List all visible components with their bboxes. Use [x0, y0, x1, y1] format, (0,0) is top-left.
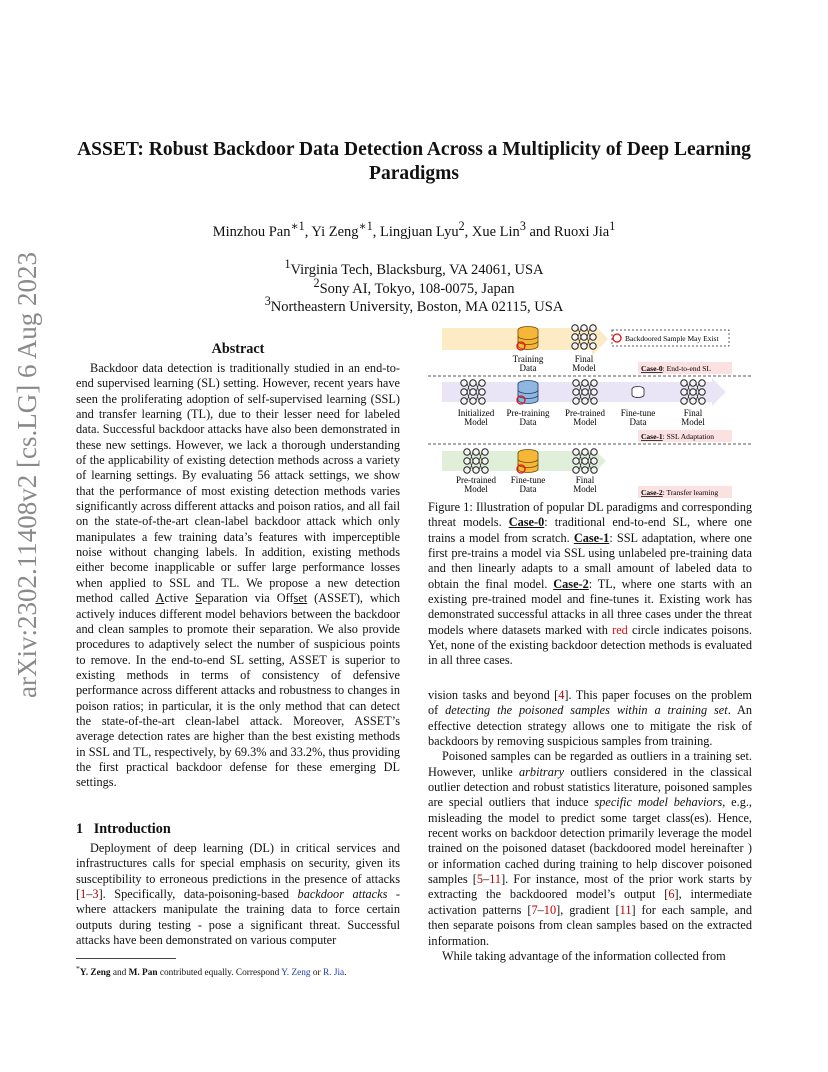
final-model-network-icon — [572, 325, 596, 349]
label-initialized-model: Model — [464, 417, 488, 427]
paper-title — [40, 138, 788, 186]
footnote-bold: Y. Zeng — [79, 968, 111, 979]
citation-link[interactable]: 11 — [619, 902, 632, 917]
separator: , — [464, 223, 472, 240]
abstract-text: ctive — [164, 591, 196, 606]
figure-1-caption — [428, 500, 752, 669]
abstract-paragraph — [76, 361, 400, 791]
body-text: ] for each sample, and then separate poisons from clean samples based on the extracted information. — [428, 902, 753, 948]
caption-text: : SSL adaptation, where one first pre-trains a model via SSL using unlabeled pre-training data and then linearly adapts to a small amount of labeled data to obtain the final model. — [428, 530, 752, 591]
affil-text: Sony AI, Tokyo, 108-0075, Japan — [319, 280, 515, 297]
label-initialized-model: Initialized — [457, 408, 495, 418]
footnote-text: or — [310, 968, 323, 979]
body-text: ], gradient [ — [556, 902, 620, 917]
footnote-bold: M. Pan — [128, 968, 158, 979]
separator: , — [304, 223, 312, 240]
separator: and — [525, 223, 555, 240]
caption-case-label: Case-0 — [508, 515, 545, 530]
body-paragraph — [428, 749, 752, 948]
abstract-text: (ASSET), which actively induces different model behaviors between the backdoor and clean samples to promote their separation. We also provide procedures to adaptively select the number of suspicious points to remove. In the end-to-end SL setting, ASSET is superior to existing methods in terms of consistency of defensive performance across different attacks and robustness to changes in poison ratios; in particular, it is the only method that can detect the state-of-the-art clean-label attack. Moreover, ASSET’s average detection rates are higher than the best existing methods in SSL and TL, respectively, by 69.3% and 33.2%, thus providing the first practical backdoor defense for these emerging DL settings. — [76, 591, 400, 790]
email-link-zeng[interactable]: Y. Zeng — [281, 968, 311, 979]
affil-sup: 3 — [264, 294, 271, 308]
final-model-network-icon — [573, 449, 597, 473]
author-name: Yi Zeng — [311, 223, 359, 240]
body-text: – — [537, 902, 544, 917]
author-sup: ∗1 — [358, 219, 373, 233]
body-text: Poisoned samples can be regarded as outliers in a training set. However, unlike — [428, 749, 752, 779]
final-model-network-icon — [681, 380, 705, 404]
finetune-data-db-icon — [518, 450, 538, 473]
section-number: 1 — [76, 821, 84, 837]
label-final-model: Model — [681, 417, 705, 427]
arxiv-margin-stamp: arXiv:2302.11408v2 [cs.LG] 6 Aug 2023 — [12, 252, 42, 698]
abstract-text: eparation via — [202, 591, 277, 606]
footnote-rule — [76, 958, 176, 959]
title-line-2: Paradigms — [369, 163, 459, 184]
label-final-model: Final — [683, 408, 703, 418]
caption-text: circle indicates poisons. Yet, none of the existing backdoor detection methods is evaluated in all three cases. — [428, 622, 753, 668]
label-final-model: Final — [574, 354, 594, 364]
author-list — [40, 219, 788, 241]
intro-text: – — [86, 887, 93, 902]
label-training-data: Training — [512, 354, 544, 364]
separator: , — [372, 223, 381, 240]
section-heading-introduction — [76, 821, 171, 838]
footnote-text: . — [344, 968, 347, 979]
case2-label: Case-2: Transfer learning — [641, 488, 719, 497]
caption-text: Figure 1: Illustration of popular DL paradigms and corresponding threat models. — [428, 500, 752, 530]
introduction-body — [76, 841, 400, 948]
pretraining-data-db-icon — [518, 381, 538, 404]
intro-text: ]. Specifically, data-poisoning-based — [98, 887, 298, 902]
body-text: While taking advantage of the information collected from — [442, 948, 726, 963]
label-pretrained-model: Model — [464, 484, 488, 494]
label-pretrained-model: Pre-trained — [565, 408, 605, 418]
case0-label: Case-0: End-to-end SL — [641, 364, 711, 373]
intro-text: - where attackers manipulate the training data to force certain outputs during testing - pose a significant threat. Successful attacks have been demonstrated on various computer — [76, 887, 400, 948]
footnote-mark: * — [76, 964, 80, 973]
affiliation-3 — [40, 292, 788, 317]
author-sup: 3 — [519, 219, 526, 233]
acronym-letter: set — [293, 591, 308, 606]
acronym-letter: A — [155, 591, 165, 606]
affil-sup: 2 — [313, 276, 320, 290]
email-link-jia[interactable]: R. Jia — [322, 968, 345, 979]
citation-link[interactable]: 6 — [668, 887, 675, 902]
citation-link[interactable]: 3 — [92, 887, 99, 902]
body-paragraph — [428, 688, 752, 749]
caption-case-label: Case-2 — [553, 576, 589, 591]
case1-label: Case-1: SSL Adaptation — [641, 432, 715, 441]
footnote-text: and — [110, 968, 129, 979]
footnote — [76, 963, 400, 979]
body-text: outliers considered in the classical outlier detection and robust statistics literature, poisoned samples are special outliers that induce — [428, 764, 752, 810]
training-data-db-icon — [518, 327, 538, 350]
label-finetune-data: Data — [629, 417, 647, 427]
author-name: Minzhou Pan — [212, 223, 291, 240]
caption-text: : traditional end-to-end SL, where one trains a model from scratch. — [428, 515, 752, 545]
citation-link[interactable]: 7 — [531, 902, 538, 917]
label-final-model: Final — [575, 475, 595, 485]
label-finetune-data: Fine-tune — [510, 475, 546, 485]
body-text: , e.g., misleading the model to predict some target class(es). Hence, recent works on backdoor detection primarily leverage the model trained on the poisoned dataset (backdoored model hereinafter ) or information cached during training to help discover poisoned samples [ — [428, 795, 752, 887]
caption-red-word: red — [612, 622, 628, 637]
caption-paragraph — [428, 500, 752, 669]
body-text: ]. This paper focuses on the problem of — [428, 688, 752, 718]
intro-emphasis: backdoor attacks — [297, 887, 388, 902]
abstract-heading: Abstract — [211, 341, 265, 357]
right-column-body — [428, 688, 752, 964]
author-sup: 1 — [609, 219, 616, 233]
pretrained-model-network-icon — [573, 380, 597, 404]
citation-link[interactable]: 5 — [476, 872, 484, 887]
label-finetune-data: Fine-tune — [620, 408, 656, 418]
label-final-model: Model — [572, 363, 596, 373]
label-pretraining-data: Data — [519, 417, 537, 427]
legend-poison-icon — [613, 334, 621, 342]
author-name: Ruoxi Jia — [554, 223, 610, 240]
author-name: Lingjuan Lyu — [380, 223, 459, 240]
intro-paragraph — [76, 841, 400, 948]
abstract-text: Backdoor data detection is traditionally studied in an end-to-end supervised learning (SL) setting. However, recent years have seen the proliferating adoption of self-supervised learning (SSL) and transfer learning (TL), due to their lesser need for labeled data. Successful backdoor attacks have also been demonstrated in these new settings. However, we lack a thorough understanding of the applicability of existing detection methods across a variety of learning settings. By evaluating 56 attack settings, we show that the performance of most existing detection methods varies significantly across different attacks and poison ratios, and all fail on the state-of-the-art clean-label backdoor attack which only manipulates a few training data’s features with imperceptible noise without changing labels. In addition, existing methods either become inapplicable or suffer large performance losses when applied to SSL and TL. We propose a new detection method called — [76, 361, 400, 606]
acronym-letter: S — [195, 591, 203, 606]
affil-text: Virginia Tech, Blacksburg, VA 24061, USA — [290, 261, 544, 278]
body-paragraph — [428, 949, 752, 964]
affil-sup: 1 — [284, 257, 291, 271]
figure-1-diagram — [428, 320, 752, 500]
author-sup: ∗1 — [290, 219, 305, 233]
legend-text: Backdoored Sample May Exist — [625, 334, 719, 343]
citation-link[interactable]: 11 — [489, 872, 502, 887]
title-line-1: ASSET: Robust Backdoor Data Detection Across a Multiplicity of Deep Learning — [77, 139, 751, 160]
author-sup: 2 — [458, 219, 465, 233]
body-text: ]. For instance, most of the prior work starts by extracting the backdoored model’s output [ — [428, 872, 752, 902]
body-text: . An effective detection strategy allows one to mitigate the risk of backdoors by removing suspicious samples from training. — [428, 703, 753, 749]
body-text: – — [483, 872, 490, 887]
citation-link[interactable]: 1 — [80, 887, 87, 902]
caption-text: : TL, where one starts with an existing pre-trained model and fine-tunes it. Existing work has demonstrated successful attacks in all three cases under the threat models where datasets marked with — [428, 576, 752, 637]
body-text: ], intermediate activation patterns [ — [428, 887, 752, 917]
body-emphasis: detecting the poisoned samples within a training set — [445, 703, 728, 718]
pretrained-model-network-icon — [464, 449, 488, 473]
citation-link[interactable]: 4 — [558, 688, 565, 702]
section-title: Introduction — [93, 821, 171, 837]
footnote-text: contributed equally. Correspond — [157, 968, 282, 979]
initialized-model-network-icon — [461, 380, 485, 404]
label-pretrained-model: Model — [573, 417, 597, 427]
author-name: Xue Lin — [471, 223, 520, 240]
label-final-model: Model — [573, 484, 597, 494]
body-emphasis: specific model behaviors — [594, 795, 723, 810]
caption-case-label: Case-1 — [573, 530, 610, 545]
label-training-data: Data — [519, 363, 537, 373]
citation-link[interactable]: 10 — [543, 902, 557, 917]
abstract-body — [76, 361, 400, 791]
case1-flow-arrowhead — [712, 378, 726, 406]
label-pretrained-model: Pre-trained — [456, 475, 496, 485]
body-emphasis: arbitrary — [519, 764, 565, 779]
affil-text: Northeastern University, Boston, MA 02115, USA — [270, 298, 564, 315]
abstract-text: Off — [276, 591, 294, 606]
finetune-data-db-icon — [632, 387, 644, 398]
intro-text: Deployment of deep learning (DL) in critical services and infrastructures calls for special emphasis on security, given its susceptibility to erroneous predictions in the presence of attacks [ — [76, 841, 400, 902]
label-finetune-data: Data — [519, 484, 537, 494]
label-pretraining-data: Pre-training — [506, 408, 550, 418]
body-text: vision tasks and beyond [ — [428, 688, 559, 702]
